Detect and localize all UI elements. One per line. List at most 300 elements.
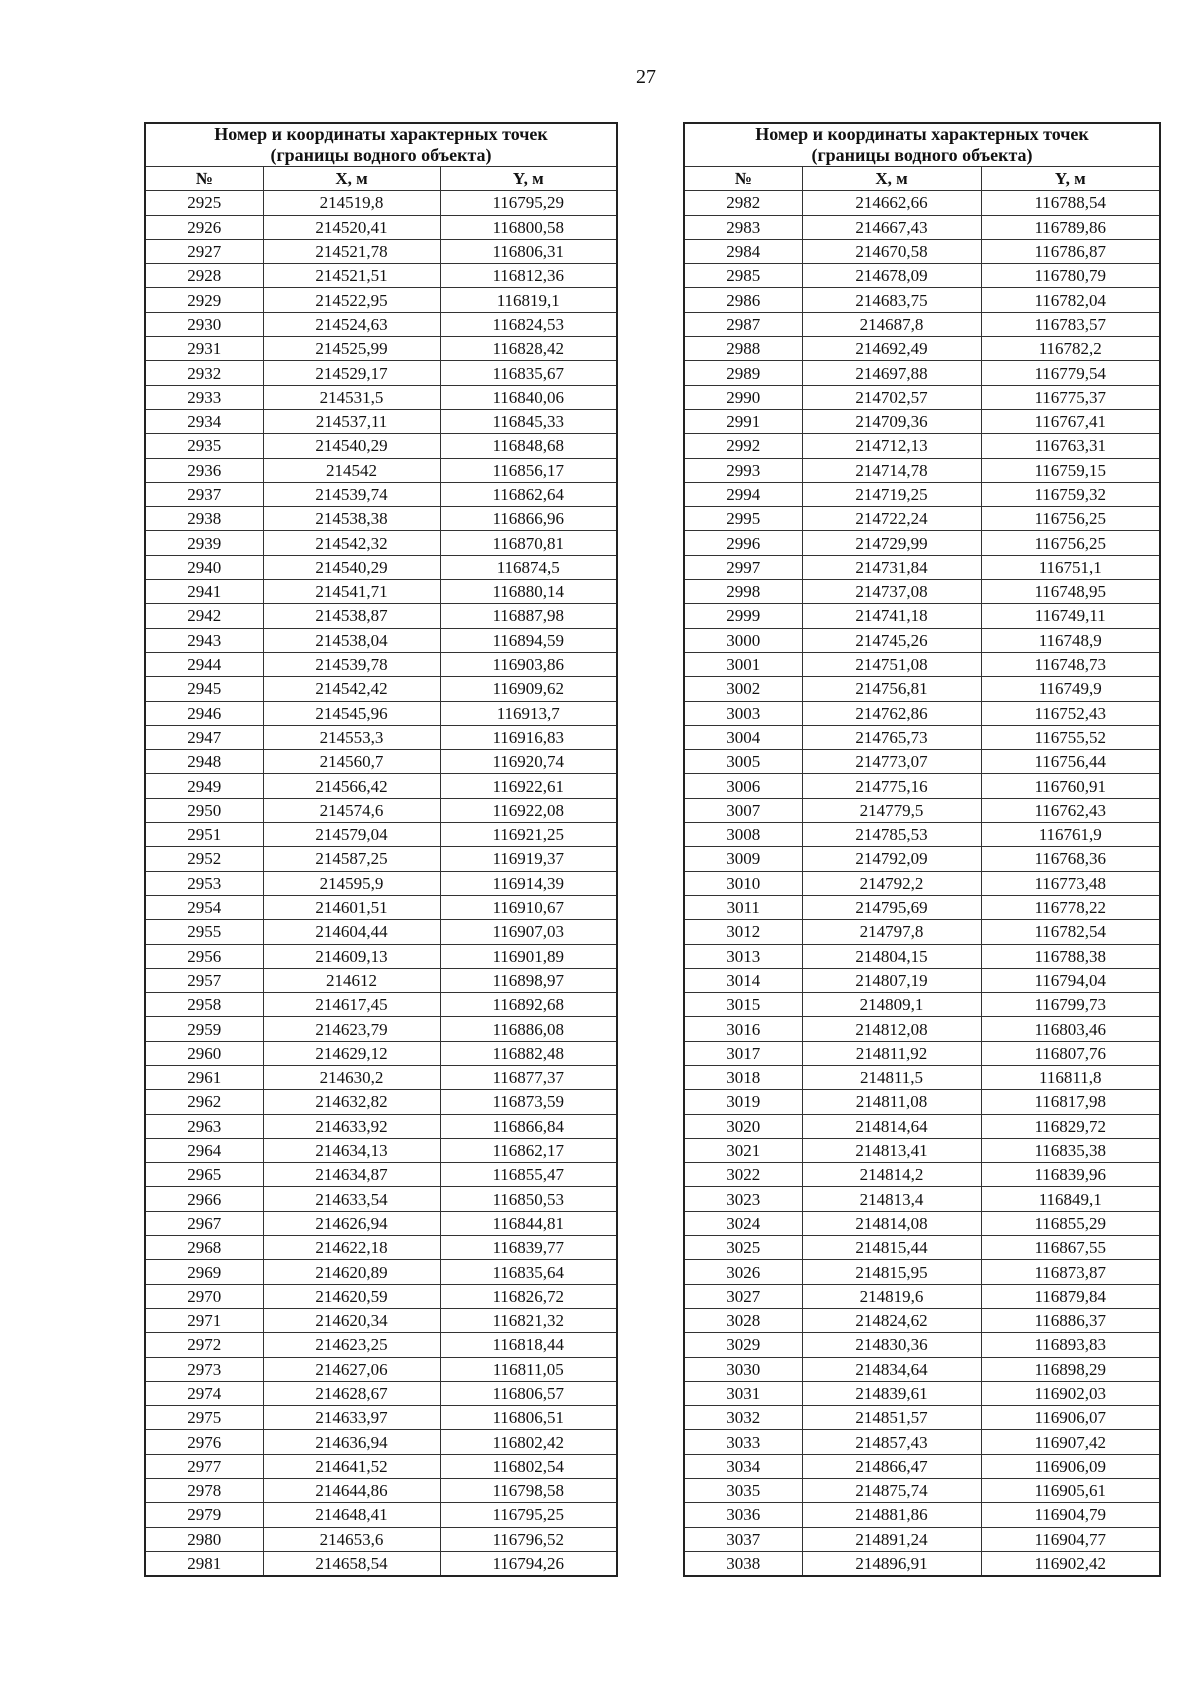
point-number-cell: 2967	[145, 1211, 263, 1235]
x-coordinate-cell: 214538,04	[263, 628, 440, 652]
point-number-cell: 2944	[145, 652, 263, 676]
point-number-cell: 2999	[684, 604, 802, 628]
point-number-cell: 2961	[145, 1065, 263, 1089]
table-row	[145, 191, 617, 215]
point-number-cell: 3038	[684, 1551, 802, 1576]
table-row	[684, 434, 1160, 458]
table-row	[145, 750, 617, 774]
x-coordinate-cell: 214709,36	[802, 409, 981, 433]
y-coordinate-cell: 116904,79	[981, 1503, 1160, 1527]
table-row	[684, 1211, 1160, 1235]
table-row	[684, 1284, 1160, 1308]
y-coordinate-cell: 116818,44	[440, 1333, 617, 1357]
point-number-cell: 2932	[145, 361, 263, 385]
x-coordinate-cell: 214628,67	[263, 1381, 440, 1405]
point-number-cell: 2925	[145, 191, 263, 215]
table-row	[684, 1430, 1160, 1454]
y-coordinate-cell: 116826,72	[440, 1284, 617, 1308]
y-coordinate-cell: 116919,37	[440, 847, 617, 871]
table-row	[145, 1236, 617, 1260]
table-row	[684, 725, 1160, 749]
point-number-cell: 3012	[684, 920, 802, 944]
y-coordinate-cell: 116749,9	[981, 677, 1160, 701]
table-row	[684, 871, 1160, 895]
point-number-cell: 2988	[684, 337, 802, 361]
x-coordinate-cell: 214542,32	[263, 531, 440, 555]
x-coordinate-cell: 214667,43	[802, 215, 981, 239]
table-row	[684, 968, 1160, 992]
y-coordinate-cell: 116811,05	[440, 1357, 617, 1381]
table-row	[684, 1333, 1160, 1357]
y-coordinate-cell: 116779,54	[981, 361, 1160, 385]
table-row	[145, 604, 617, 628]
y-coordinate-cell: 116794,26	[440, 1551, 617, 1576]
point-number-cell: 2965	[145, 1163, 263, 1187]
table-row	[684, 701, 1160, 725]
y-coordinate-cell: 116835,38	[981, 1138, 1160, 1162]
y-coordinate-cell: 116752,43	[981, 701, 1160, 725]
column-header-y: Y, м	[440, 167, 617, 191]
x-coordinate-cell: 214620,34	[263, 1308, 440, 1332]
table-row	[145, 968, 617, 992]
point-number-cell: 2972	[145, 1333, 263, 1357]
x-coordinate-cell: 214765,73	[802, 725, 981, 749]
y-coordinate-cell: 116802,42	[440, 1430, 617, 1454]
table-body	[145, 191, 617, 1576]
point-number-cell: 3037	[684, 1527, 802, 1551]
x-coordinate-cell: 214814,08	[802, 1211, 981, 1235]
table-row	[145, 628, 617, 652]
x-coordinate-cell: 214815,44	[802, 1236, 981, 1260]
table-row	[684, 847, 1160, 871]
point-number-cell: 2980	[145, 1527, 263, 1551]
y-coordinate-cell: 116894,59	[440, 628, 617, 652]
y-coordinate-cell: 116783,57	[981, 312, 1160, 336]
x-coordinate-cell: 214629,12	[263, 1041, 440, 1065]
table-row	[684, 1503, 1160, 1527]
y-coordinate-cell: 116922,61	[440, 774, 617, 798]
x-coordinate-cell: 214851,57	[802, 1406, 981, 1430]
table-caption	[145, 123, 617, 167]
table-row	[145, 677, 617, 701]
x-coordinate-cell: 214813,41	[802, 1138, 981, 1162]
x-coordinate-cell: 214537,11	[263, 409, 440, 433]
point-number-cell: 2949	[145, 774, 263, 798]
x-coordinate-cell: 214579,04	[263, 823, 440, 847]
point-number-cell: 3024	[684, 1211, 802, 1235]
y-coordinate-cell: 116796,52	[440, 1527, 617, 1551]
table-row	[684, 750, 1160, 774]
table-row	[145, 1211, 617, 1235]
table-row	[145, 482, 617, 506]
point-number-cell: 2959	[145, 1017, 263, 1041]
point-number-cell: 2991	[684, 409, 802, 433]
table-row	[145, 920, 617, 944]
y-coordinate-cell: 116835,64	[440, 1260, 617, 1284]
y-coordinate-cell: 116873,59	[440, 1090, 617, 1114]
point-number-cell: 3030	[684, 1357, 802, 1381]
y-coordinate-cell: 116759,15	[981, 458, 1160, 482]
table-row	[145, 1284, 617, 1308]
point-number-cell: 3005	[684, 750, 802, 774]
table-row	[684, 1017, 1160, 1041]
y-coordinate-cell: 116760,91	[981, 774, 1160, 798]
table-row	[145, 239, 617, 263]
x-coordinate-cell: 214866,47	[802, 1454, 981, 1478]
point-number-cell: 3033	[684, 1430, 802, 1454]
x-coordinate-cell: 214622,18	[263, 1236, 440, 1260]
x-coordinate-cell: 214797,8	[802, 920, 981, 944]
x-coordinate-cell: 214641,52	[263, 1454, 440, 1478]
table-row	[684, 191, 1160, 215]
point-number-cell: 2968	[145, 1236, 263, 1260]
table-row	[145, 1381, 617, 1405]
x-coordinate-cell: 214617,45	[263, 993, 440, 1017]
column-header-number: №	[684, 167, 802, 191]
point-number-cell: 2970	[145, 1284, 263, 1308]
coordinates-table-right	[683, 122, 1161, 1577]
page-number: 27	[636, 66, 656, 88]
point-number-cell: 2953	[145, 871, 263, 895]
table-row	[684, 604, 1160, 628]
table-row	[145, 215, 617, 239]
table-row	[145, 1187, 617, 1211]
coordinates-table-left	[144, 122, 618, 1577]
point-number-cell: 3020	[684, 1114, 802, 1138]
y-coordinate-cell: 116902,03	[981, 1381, 1160, 1405]
table-row	[145, 895, 617, 919]
point-number-cell: 3034	[684, 1454, 802, 1478]
point-number-cell: 2996	[684, 531, 802, 555]
y-coordinate-cell: 116748,73	[981, 652, 1160, 676]
x-coordinate-cell: 214775,16	[802, 774, 981, 798]
point-number-cell: 2933	[145, 385, 263, 409]
table-row	[684, 1236, 1160, 1260]
table-row	[145, 1551, 617, 1576]
table-row	[145, 1430, 617, 1454]
y-coordinate-cell: 116768,36	[981, 847, 1160, 871]
table-row	[145, 944, 617, 968]
x-coordinate-cell: 214529,17	[263, 361, 440, 385]
y-coordinate-cell: 116817,98	[981, 1090, 1160, 1114]
point-number-cell: 2989	[684, 361, 802, 385]
point-number-cell: 2955	[145, 920, 263, 944]
y-coordinate-cell: 116914,39	[440, 871, 617, 895]
y-coordinate-cell: 116806,57	[440, 1381, 617, 1405]
point-number-cell: 2987	[684, 312, 802, 336]
table-row	[145, 701, 617, 725]
y-coordinate-cell: 116867,55	[981, 1236, 1160, 1260]
x-coordinate-cell: 214553,3	[263, 725, 440, 749]
table-row	[145, 1454, 617, 1478]
x-coordinate-cell: 214745,26	[802, 628, 981, 652]
y-coordinate-cell: 116762,43	[981, 798, 1160, 822]
y-coordinate-cell: 116892,68	[440, 993, 617, 1017]
y-coordinate-cell: 116788,54	[981, 191, 1160, 215]
point-number-cell: 2948	[145, 750, 263, 774]
x-coordinate-cell: 214692,49	[802, 337, 981, 361]
x-coordinate-cell: 214819,6	[802, 1284, 981, 1308]
point-number-cell: 2975	[145, 1406, 263, 1430]
y-coordinate-cell: 116906,07	[981, 1406, 1160, 1430]
column-header-number: №	[145, 167, 263, 191]
x-coordinate-cell: 214623,25	[263, 1333, 440, 1357]
y-coordinate-cell: 116802,54	[440, 1454, 617, 1478]
table-caption	[684, 123, 1160, 167]
y-coordinate-cell: 116866,84	[440, 1114, 617, 1138]
x-coordinate-cell: 214773,07	[802, 750, 981, 774]
y-coordinate-cell: 116800,58	[440, 215, 617, 239]
y-coordinate-cell: 116786,87	[981, 239, 1160, 263]
point-number-cell: 3032	[684, 1406, 802, 1430]
table-row	[684, 1357, 1160, 1381]
table-row	[684, 1527, 1160, 1551]
y-coordinate-cell: 116811,8	[981, 1065, 1160, 1089]
y-coordinate-cell: 116886,08	[440, 1017, 617, 1041]
point-number-cell: 3021	[684, 1138, 802, 1162]
table-row	[684, 774, 1160, 798]
point-number-cell: 2931	[145, 337, 263, 361]
table-row	[145, 1041, 617, 1065]
table-row	[145, 1260, 617, 1284]
x-coordinate-cell: 214601,51	[263, 895, 440, 919]
x-coordinate-cell: 214539,78	[263, 652, 440, 676]
y-coordinate-cell: 116893,83	[981, 1333, 1160, 1357]
y-coordinate-cell: 116839,77	[440, 1236, 617, 1260]
y-coordinate-cell: 116879,84	[981, 1284, 1160, 1308]
x-coordinate-cell: 214525,99	[263, 337, 440, 361]
x-coordinate-cell: 214834,64	[802, 1357, 981, 1381]
x-coordinate-cell: 214620,89	[263, 1260, 440, 1284]
x-coordinate-cell: 214712,13	[802, 434, 981, 458]
table-row	[145, 871, 617, 895]
point-number-cell: 3004	[684, 725, 802, 749]
x-coordinate-cell: 214807,19	[802, 968, 981, 992]
x-coordinate-cell: 214702,57	[802, 385, 981, 409]
x-coordinate-cell: 214632,82	[263, 1090, 440, 1114]
y-coordinate-cell: 116749,11	[981, 604, 1160, 628]
x-coordinate-cell: 214824,62	[802, 1308, 981, 1332]
x-coordinate-cell: 214519,8	[263, 191, 440, 215]
y-coordinate-cell: 116870,81	[440, 531, 617, 555]
table-row	[684, 580, 1160, 604]
y-coordinate-cell: 116862,17	[440, 1138, 617, 1162]
y-coordinate-cell: 116795,29	[440, 191, 617, 215]
x-coordinate-cell: 214658,54	[263, 1551, 440, 1576]
column-header-y: Y, м	[981, 167, 1160, 191]
table-row	[684, 458, 1160, 482]
y-coordinate-cell: 116920,74	[440, 750, 617, 774]
y-coordinate-cell: 116862,64	[440, 482, 617, 506]
y-coordinate-cell: 116782,54	[981, 920, 1160, 944]
x-coordinate-cell: 214751,08	[802, 652, 981, 676]
point-number-cell: 2973	[145, 1357, 263, 1381]
y-coordinate-cell: 116778,22	[981, 895, 1160, 919]
x-coordinate-cell: 214540,29	[263, 555, 440, 579]
table-row	[684, 361, 1160, 385]
y-coordinate-cell: 116839,96	[981, 1163, 1160, 1187]
table-row	[145, 434, 617, 458]
table-row	[145, 1017, 617, 1041]
point-number-cell: 2926	[145, 215, 263, 239]
y-coordinate-cell: 116751,1	[981, 555, 1160, 579]
point-number-cell: 2943	[145, 628, 263, 652]
table-row	[684, 652, 1160, 676]
y-coordinate-cell: 116921,25	[440, 823, 617, 847]
table-row	[684, 507, 1160, 531]
point-number-cell: 2993	[684, 458, 802, 482]
table-body	[684, 191, 1160, 1576]
y-coordinate-cell: 116909,62	[440, 677, 617, 701]
point-number-cell: 2941	[145, 580, 263, 604]
x-coordinate-cell: 214566,42	[263, 774, 440, 798]
x-coordinate-cell: 214587,25	[263, 847, 440, 871]
point-number-cell: 2997	[684, 555, 802, 579]
y-coordinate-cell: 116887,98	[440, 604, 617, 628]
y-coordinate-cell: 116756,25	[981, 531, 1160, 555]
point-number-cell: 2958	[145, 993, 263, 1017]
table-row	[145, 847, 617, 871]
x-coordinate-cell: 214792,09	[802, 847, 981, 871]
table-row	[684, 288, 1160, 312]
table-row	[145, 1479, 617, 1503]
table-row	[684, 677, 1160, 701]
table-row	[145, 823, 617, 847]
x-coordinate-cell: 214891,24	[802, 1527, 981, 1551]
point-number-cell: 2969	[145, 1260, 263, 1284]
point-number-cell: 2928	[145, 264, 263, 288]
point-number-cell: 2986	[684, 288, 802, 312]
point-number-cell: 3003	[684, 701, 802, 725]
y-coordinate-cell: 116850,53	[440, 1187, 617, 1211]
y-coordinate-cell: 116806,31	[440, 239, 617, 263]
table-row	[145, 1308, 617, 1332]
x-coordinate-cell: 214697,88	[802, 361, 981, 385]
point-number-cell: 2952	[145, 847, 263, 871]
point-number-cell: 2977	[145, 1454, 263, 1478]
x-coordinate-cell: 214627,06	[263, 1357, 440, 1381]
table-row	[684, 993, 1160, 1017]
x-coordinate-cell: 214626,94	[263, 1211, 440, 1235]
y-coordinate-cell: 116902,42	[981, 1551, 1160, 1576]
y-coordinate-cell: 116775,37	[981, 385, 1160, 409]
point-number-cell: 3016	[684, 1017, 802, 1041]
table-row	[684, 239, 1160, 263]
point-number-cell: 3001	[684, 652, 802, 676]
y-coordinate-cell: 116855,29	[981, 1211, 1160, 1235]
table-row	[684, 1114, 1160, 1138]
x-coordinate-cell: 214612	[263, 968, 440, 992]
y-coordinate-cell: 116756,44	[981, 750, 1160, 774]
y-coordinate-cell: 116759,32	[981, 482, 1160, 506]
column-header-x: X, м	[802, 167, 981, 191]
x-coordinate-cell: 214779,5	[802, 798, 981, 822]
x-coordinate-cell: 214521,51	[263, 264, 440, 288]
table-row	[145, 798, 617, 822]
table-row	[145, 725, 617, 749]
y-coordinate-cell: 116748,95	[981, 580, 1160, 604]
x-coordinate-cell: 214729,99	[802, 531, 981, 555]
point-number-cell: 3023	[684, 1187, 802, 1211]
x-coordinate-cell: 214648,41	[263, 1503, 440, 1527]
x-coordinate-cell: 214857,43	[802, 1430, 981, 1454]
y-coordinate-cell: 116798,58	[440, 1479, 617, 1503]
x-coordinate-cell: 214812,08	[802, 1017, 981, 1041]
x-coordinate-cell: 214542	[263, 458, 440, 482]
table-row	[684, 1090, 1160, 1114]
x-coordinate-cell: 214539,74	[263, 482, 440, 506]
point-number-cell: 3035	[684, 1479, 802, 1503]
table-row	[145, 555, 617, 579]
y-coordinate-cell: 116898,97	[440, 968, 617, 992]
x-coordinate-cell: 214815,95	[802, 1260, 981, 1284]
x-coordinate-cell: 214814,2	[802, 1163, 981, 1187]
table-row	[145, 1163, 617, 1187]
x-coordinate-cell: 214811,08	[802, 1090, 981, 1114]
x-coordinate-cell: 214741,18	[802, 604, 981, 628]
point-number-cell: 3018	[684, 1065, 802, 1089]
point-number-cell: 2927	[145, 239, 263, 263]
x-coordinate-cell: 214795,69	[802, 895, 981, 919]
table-row	[145, 507, 617, 531]
table-row	[145, 409, 617, 433]
point-number-cell: 2976	[145, 1430, 263, 1454]
point-number-cell: 3031	[684, 1381, 802, 1405]
x-coordinate-cell: 214634,87	[263, 1163, 440, 1187]
y-coordinate-cell: 116835,67	[440, 361, 617, 385]
point-number-cell: 2951	[145, 823, 263, 847]
y-coordinate-cell: 116756,25	[981, 507, 1160, 531]
y-coordinate-cell: 116755,52	[981, 725, 1160, 749]
y-coordinate-cell: 116773,48	[981, 871, 1160, 895]
table-row	[684, 1138, 1160, 1162]
y-coordinate-cell: 116829,72	[981, 1114, 1160, 1138]
point-number-cell: 2998	[684, 580, 802, 604]
table-row	[684, 482, 1160, 506]
x-coordinate-cell: 214560,7	[263, 750, 440, 774]
x-coordinate-cell: 214678,09	[802, 264, 981, 288]
table-row	[684, 385, 1160, 409]
y-coordinate-cell: 116906,09	[981, 1454, 1160, 1478]
y-coordinate-cell: 116898,29	[981, 1357, 1160, 1381]
point-number-cell: 3014	[684, 968, 802, 992]
point-number-cell: 2930	[145, 312, 263, 336]
table-row	[684, 264, 1160, 288]
table-row	[145, 1090, 617, 1114]
y-coordinate-cell: 116795,25	[440, 1503, 617, 1527]
y-coordinate-cell: 116780,79	[981, 264, 1160, 288]
table-row	[684, 555, 1160, 579]
x-coordinate-cell: 214839,61	[802, 1381, 981, 1405]
point-number-cell: 3000	[684, 628, 802, 652]
table-row	[684, 1041, 1160, 1065]
y-coordinate-cell: 116903,86	[440, 652, 617, 676]
point-number-cell: 3007	[684, 798, 802, 822]
table-row	[145, 1527, 617, 1551]
point-number-cell: 2929	[145, 288, 263, 312]
table-row	[145, 1138, 617, 1162]
y-coordinate-cell: 116819,1	[440, 288, 617, 312]
table-row	[684, 1551, 1160, 1576]
x-coordinate-cell: 214538,87	[263, 604, 440, 628]
x-coordinate-cell: 214521,78	[263, 239, 440, 263]
point-number-cell: 3025	[684, 1236, 802, 1260]
x-coordinate-cell: 214830,36	[802, 1333, 981, 1357]
table-row	[684, 895, 1160, 919]
point-number-cell: 2982	[684, 191, 802, 215]
x-coordinate-cell: 214722,24	[802, 507, 981, 531]
x-coordinate-cell: 214813,4	[802, 1187, 981, 1211]
